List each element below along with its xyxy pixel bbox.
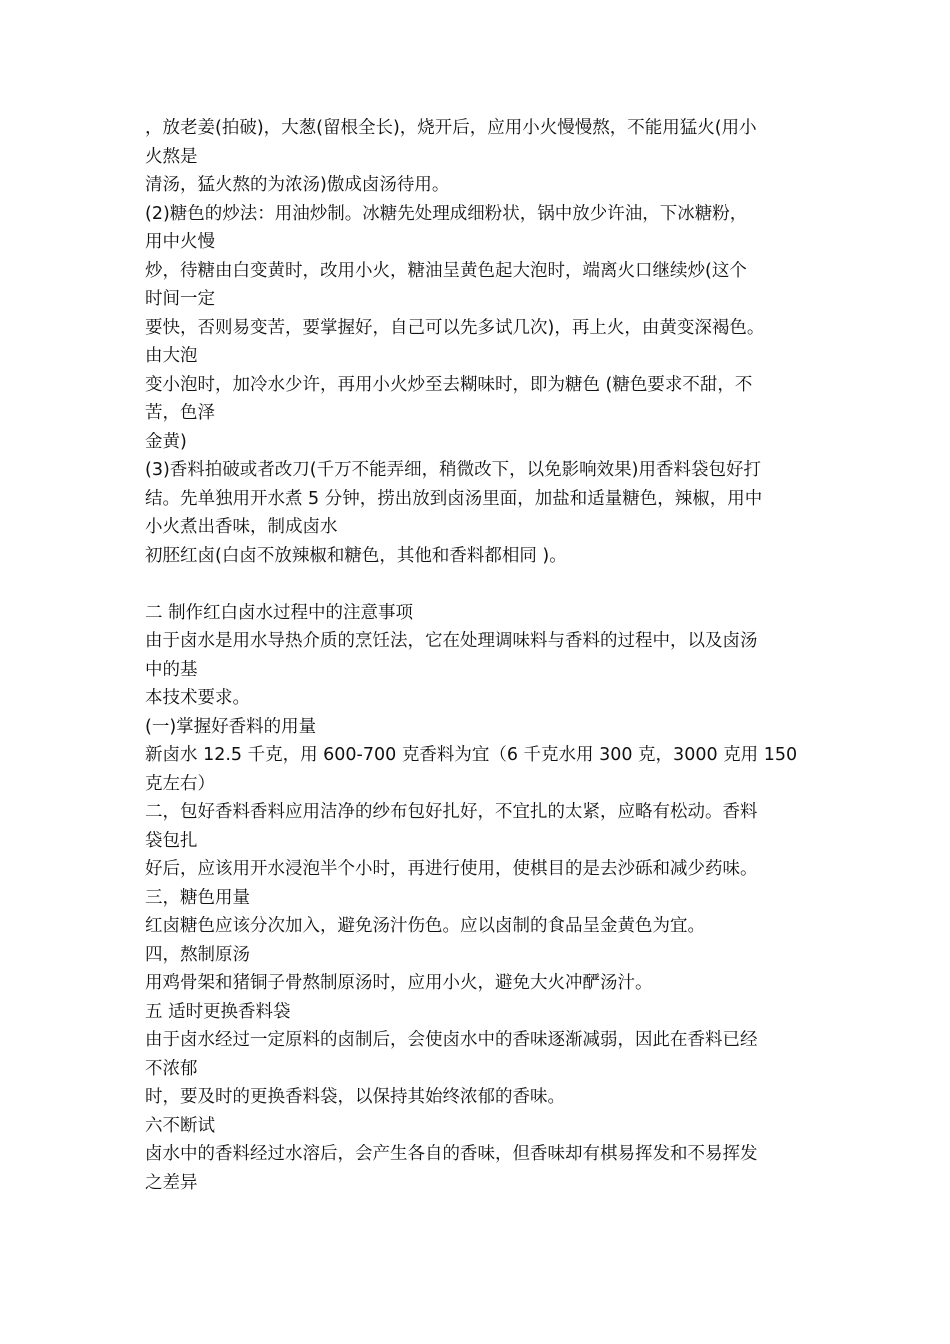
text-line: 克左右） bbox=[145, 773, 215, 794]
text-line: 结。先单独用开水煮 5 分钟，捞出放到卤汤里面，加盐和适量糖色，辣椒，用中 bbox=[145, 488, 763, 509]
section-heading: 二 制作红白卤水过程中的注意事项 bbox=[145, 602, 414, 623]
text-line: 清汤，猛火熬的为浓汤)傲成卤汤待用。 bbox=[145, 175, 450, 195]
text-line: (3)香料拍破或者改刀(千万不能弄细，稍微改下，以免影响效果)用香料袋包好打 bbox=[145, 460, 761, 480]
text-line: 之差异 bbox=[145, 1172, 198, 1193]
text-line: 苦，色泽 bbox=[145, 403, 215, 423]
text-line: 用中火慢 bbox=[145, 232, 215, 252]
text-line: 二，包好香料香料应用洁净的纱布包好扎好，不宜扎的太紧，应略有松动。香料 bbox=[145, 802, 758, 822]
text-line: 金黄) bbox=[145, 431, 187, 452]
text-line: 要快，否则易变苦，要掌握好，自己可以先多试几次)，再上火，由黄变深褐色。 bbox=[145, 317, 765, 338]
text-line: 中的基 bbox=[145, 659, 198, 680]
text-line: 时，要及时的更换香料袋，以保持其始终浓郁的香味。 bbox=[145, 1087, 565, 1107]
text-line: 用鸡骨架和猪铜子骨熬制原汤时，应用小火，避免大火冲酽汤汁。 bbox=[145, 973, 653, 993]
text-line: 变小泡时，加冷水少许，再用小火炒至去糊味时，即为糖色 (糖色要求不甜，不 bbox=[145, 374, 753, 395]
text-line: 由于卤水经过一定原料的卤制后，会使卤水中的香味逐渐减弱，因此在香料已经 bbox=[145, 1030, 758, 1050]
text-line: 好后，应该用开水浸泡半个小时，再进行使用，使棋目的是去沙砾和减少药味。 bbox=[145, 859, 758, 879]
document-body bbox=[145, 114, 813, 1197]
text-line: 由于卤水是用水导热介质的烹饪法，它在处理调味料与香料的过程中，以及卤汤 bbox=[145, 631, 758, 651]
text-line: 炒，待糖由白变黄时，改用小火，糖油呈黄色起大泡时，端离火口继续炒(这个 bbox=[145, 260, 747, 281]
text-line: (2)糖色的炒法：用油炒制。冰糖先处理成细粉状，锅中放少许油，下冰糖粉， bbox=[145, 203, 748, 224]
text-line: 初胚红卤(白卤不放辣椒和糖色，其他和香料都相同 )。 bbox=[145, 545, 567, 566]
text-line: 由大泡 bbox=[145, 346, 198, 366]
subheading: (一)掌握好香料的用量 bbox=[145, 716, 317, 737]
text-line: 不浓郁 bbox=[145, 1058, 198, 1079]
text-line: 小火煮出香味，制成卤水 bbox=[145, 517, 338, 537]
text-line: 卤水中的香料经过水溶后，会产生各自的香味，但香味却有棋易挥发和不易挥发 bbox=[145, 1144, 758, 1164]
text-line: 时间一定 bbox=[145, 289, 215, 309]
text-line: 火熬是 bbox=[145, 146, 198, 167]
text-line: 袋包扎 bbox=[145, 830, 198, 851]
text-line: 新卤水 12.5 千克，用 600-700 克香料为宜（6 千克水用 300 克，3000 克用 150 bbox=[145, 745, 798, 765]
text-line: 红卤糖色应该分次加入，避免汤汁伤色。应以卤制的食品呈金黄色为宜。 bbox=[145, 916, 705, 936]
subheading: 三，糖色用量 bbox=[145, 887, 250, 908]
subheading: 五 适时更换香料袋 bbox=[145, 1001, 291, 1022]
subheading: 六不断试 bbox=[145, 1115, 215, 1136]
subheading: 四，熬制原汤 bbox=[145, 944, 250, 965]
text-line: ，放老姜(拍破)，大葱(留根全长)，烧开后，应用小火慢慢熬，不能用猛火(用小 bbox=[145, 118, 757, 138]
blank-line bbox=[145, 570, 813, 599]
text-line: 本技术要求。 bbox=[145, 688, 250, 708]
